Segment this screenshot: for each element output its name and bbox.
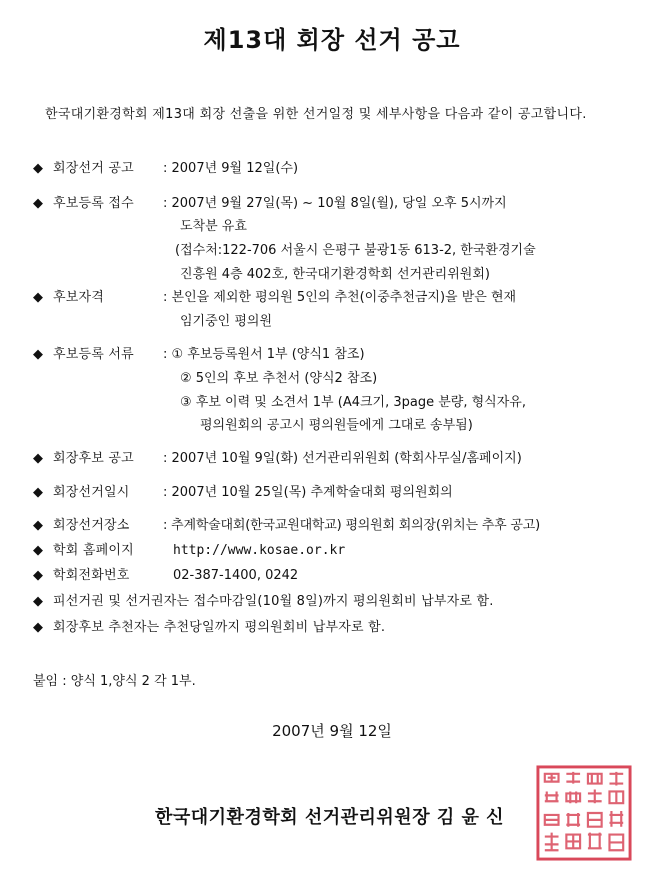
item-text: 회장후보 추천자는 추천당일까지 평의원회비 납부자로 함. (53, 620, 386, 635)
item-docs-line2: ② 5인의 후보 추천서 (양식2 참조) (180, 371, 378, 386)
intro-paragraph: 한국대기환경학회 제13대 회장 선출을 위한 선거일정 및 세부사항을 다음과 같이 공고합니다. (45, 107, 587, 122)
item-label: 후보등록 접수 (53, 196, 134, 211)
item-text: 피선거권 및 선거권자는 접수마감일(10월 8일)까지 평의원회비 납부자로 함. (53, 594, 494, 609)
page-title: 제13대 회장 선거 공고 (203, 26, 461, 54)
item-election-date (33, 482, 453, 504)
item-docs-line4: 평의원회의 공고시 평의원들에게 그대로 송부됨) (200, 418, 473, 433)
item-register-line2: 도착분 유효 (180, 219, 247, 234)
item-label: 회장선거장소 (53, 518, 130, 533)
item-announce (33, 158, 299, 180)
item-value: : 2007년 9월 12일(수) (163, 161, 299, 176)
item-docs (33, 344, 365, 366)
seal-col-2 (566, 772, 580, 848)
item-value: : 2007년 9월 27일(목) ~ 10월 8일(월), 당일 오후 5시까지 (163, 196, 507, 211)
diamond-bullet-icon: ◆ (33, 620, 43, 635)
item-value: : 본인을 제외한 평의원 5인의 추천(이중추천금지)을 받은 현재 (163, 290, 517, 305)
item-label: 회장후보 공고 (53, 451, 134, 466)
diamond-bullet-icon: ◆ (33, 543, 43, 558)
diamond-bullet-icon: ◆ (33, 568, 43, 583)
item-recommender (33, 617, 385, 639)
diamond-bullet-icon: ◆ (33, 196, 43, 211)
diamond-bullet-icon: ◆ (33, 518, 43, 533)
diamond-bullet-icon: ◆ (33, 485, 43, 500)
item-value: : 2007년 10월 25일(목) 추계학술대회 평의원회의 (163, 485, 453, 500)
homepage-link[interactable]: http://www.kosae.or.kr (173, 543, 346, 558)
item-label: 회장선거 공고 (53, 161, 134, 176)
diamond-bullet-icon: ◆ (33, 594, 43, 609)
item-register (33, 193, 507, 215)
diamond-bullet-icon: ◆ (33, 161, 43, 176)
item-phone (33, 565, 299, 587)
item-value: : ① 후보등록원서 1부 (양식1 참조) (163, 347, 365, 362)
signature-line: 한국대기환경학회 선거관리위원장 김 윤 신 (155, 807, 505, 828)
item-value: : 2007년 10월 9일(화) 선거관리위원회 (학회사무실/홈페이지) (163, 451, 522, 466)
item-label: 회장선거일시 (53, 485, 130, 500)
seal-col-3 (588, 774, 602, 848)
diamond-bullet-icon: ◆ (33, 290, 43, 305)
seal-col-4 (609, 772, 623, 850)
item-label: 학회 홈페이지 (53, 543, 134, 558)
item-election-place (33, 515, 540, 537)
item-homepage (33, 540, 346, 562)
notice-date: 2007년 9월 12일 (272, 722, 392, 740)
diamond-bullet-icon: ◆ (33, 347, 43, 362)
item-docs-line3: ③ 후보 이력 및 소견서 1부 (A4크기, 3page 분량, 형식자유, (180, 395, 526, 410)
item-qualify (33, 287, 517, 309)
attachment-note: 붙임 : 양식 1,양식 2 각 1부. (33, 674, 196, 689)
item-register-line3: (접수처:122-706 서울시 은평구 불광1동 613-2, 한국환경기술 (175, 243, 536, 258)
item-label: 후보자격 (53, 290, 105, 305)
seal-col-1 (545, 774, 559, 850)
item-candidates (33, 448, 522, 470)
diamond-bullet-icon: ◆ (33, 451, 43, 466)
official-seal (535, 764, 633, 862)
item-label: 학회전화번호 (53, 568, 130, 583)
item-qualify-line2: 임기중인 평의원 (180, 314, 273, 329)
item-register-line4: 진흥원 4층 402호, 한국대기환경학회 선거관리위원회) (180, 267, 490, 282)
item-value: : 추계학술대회(한국교원대학교) 평의원회 회의장(위치는 추후 공고) (163, 518, 540, 533)
item-label: 후보등록 서류 (53, 347, 134, 362)
item-value: 02-387-1400, 0242 (173, 568, 299, 583)
item-voter (33, 591, 494, 613)
seal-glyphs (545, 772, 623, 850)
